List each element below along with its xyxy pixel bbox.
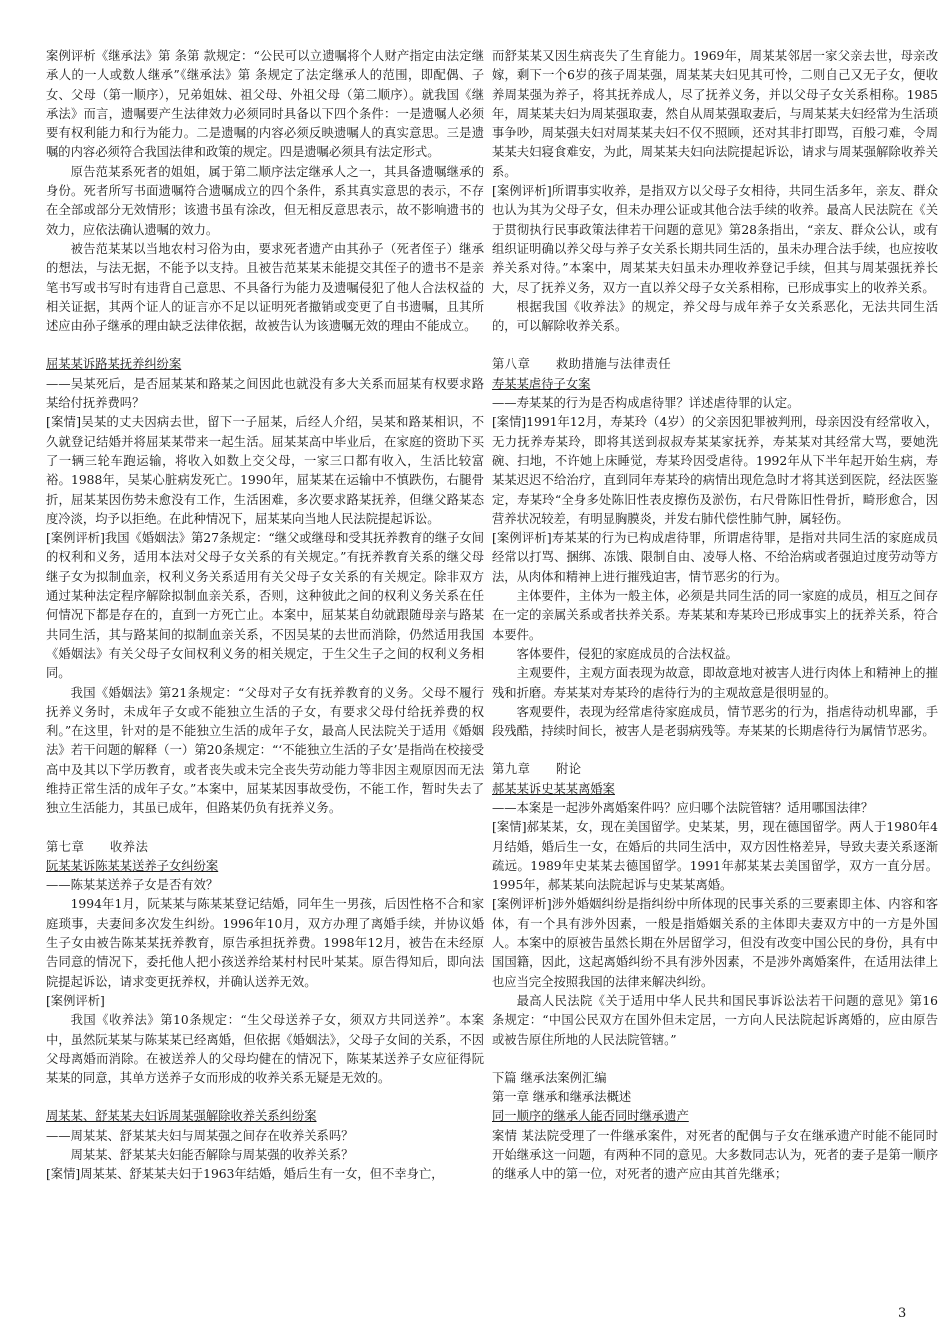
right-spacer [492,741,938,760]
paragraph: ——本案是一起涉外离婚案件吗？应归哪个法院管辖？适用哪国法律？ [492,800,874,815]
page-number: 3 [898,1306,907,1321]
chapter-title: 第九章 附论 [492,762,582,777]
paragraph: [案情]郝某某，女，现在美国留学。史某某，男，现在德国留学。两人于1980年4月结婚，婚后生一女，在婚后的共同生活中，双方因性格差异，导致夫妻关系逐渐疏远。1989年史某某去德国留学。1991年郝某某去美国留学，双方一直分居。1995年，郝某某向法院起诉与史某某离婚。 [492,820,938,893]
paragraph: 周某某、舒某某夫妇能否解除与周某强的收养关系？ [70,1148,354,1163]
case-heading: 同一顺序的继承人能否同时继承遗产 [492,1109,689,1124]
case-heading: 屈某某诉路某抚养纠纷案 [46,357,182,372]
right-spacer [492,1050,938,1069]
paragraph: 客体要件，侵犯的家庭成员的合法权益。 [516,646,738,661]
case-heading: 寿某某虐待子女案 [492,376,591,391]
paragraph: 原告范某系死者的姐姐，属于第二顺序法定继承人之一，其具备遗嘱继承的身份。死者所写书面遗嘱符合遗嘱成立的四个条件，系其真实意思的表示，不存在全部或部分无效情形；该遗书虽有涂改，但无相反意思表示，故不影响遗书的效力，应依法确认遗嘱的效力。 [46,164,484,237]
right-column [492,47,938,1185]
paragraph: [案情]周某某、舒某某夫妇于1963年结婚，婚后生有一女，但不幸身亡， [46,1167,444,1182]
paragraph: 主体要件，主体为一般主体，必须是共同生活的同一家庭的成员，相互之间存在一定的亲属关系或者扶养关系。寿某某和寿某玲已形成事实上的抚养关系，符合本要件。 [492,589,938,642]
paragraph: [案例评析]寿某某的行为已构成虐待罪，所谓虐待罪，是指对共同生活的家庭成员经常以打骂、捆绑、冻饿、限制自由、凌辱人格、不给治病或者强迫过度劳动等方法，从肉体和精神上进行摧残迫害，情节恶劣的行为。 [492,531,938,584]
paragraph: 被告范某某以当地农村习俗为由，要求死者遗产由其孙子（死者侄子）继承的想法，与法无据，不能予以支持。且被告范某某未能提交其侄子的遗书不是亲笔书写或书写时有违背自己意思、不具备行为能力及遗嘱侵犯了他人合法权益的相关证据，其两个证人的证言亦不足以证明死者撤销或变更了自书遗嘱，且其所述应由孙子继承的理由缺乏法律依据，故被告认为该遗嘱无效的理由不能成立。 [46,241,484,334]
right-spacer [492,336,938,355]
case-heading: 周某某、舒某某夫妇诉周某强解除收养关系纠纷案 [46,1109,317,1124]
case-heading: 郝某某诉史某某离婚案 [492,781,615,796]
paragraph: 1994年1月，阮某某与陈某某登记结婚，同年生一男孩，后因性格不合和家庭琐事，夫妻间多次发生纠纷。1996年10月，双方办理了离婚手续，并协议婚生子女由被告陈某某抚养教育，原告承担抚养费。1998年12月，被告在未经原告同意的情况下，委托他人把小孩送养给某村村民叶某某。原告得知后，即向法院提起诉讼，请求变更抚养权，并确认送养无效。 [46,897,484,989]
paragraph: 案情 某法院受理了一件继承案件，对死者的配偶与子女在继承遗产时能不能同时开始继承这一问题，有两种不同的意见。大多数同志认为，死者的妻子是第一顺序的继承人中的第一位，对死者的遗产应由其首先继承； [492,1128,938,1182]
paragraph: [案例评析]所谓事实收养，是指双方以父母子女相待，共同生活多年，亲友、群众也认为其为父母子女，但未办理公证或其他合法手续的收养。最高人民法院在《关于贯彻执行民事政策法律若干问题的意见》第28条指出，“亲友、群众公认，或有组织证明确以养父母与养子女关系长期共同生活的，虽未办理合法手续，也应按收养关系对待。”本案中，周某某夫妇虽未办理收养登记手续，但其与周某强抚养长大，尽了抚养义务，双方一直以养父母子女关系相称，已形成事实上的收养关系。 [492,184,938,295]
left-spacer [46,1088,484,1107]
paragraph: ——吴某死后，是否屈某某和路某之间因此也就没有多大关系而屈某有权要求路某给付抚养费吗？ [46,376,484,411]
paragraph: 根据我国《收养法》的规定，养父母与成年养子女关系恶化，无法共同生活的，可以解除收养关系。 [492,299,938,334]
paragraph: 而舒某某又因生病丧失了生育能力。1969年，周某某邻居一家父亲去世，母亲改嫁，剩下一个6岁的孩子周某强，周某某夫妇见其可怜，二则自己又无子女，便收养周某强为养子，将其抚养成人，尽了抚养义务，并以父母子女关系相称。1985年，周某某夫妇为周某强取妻，然自从周某强取妻后，与周某某夫妇经常为生活琐事争吵，周某强夫妇对周某某夫妇不仅不照顾，还对其非打即骂，百般刁难，令周某某夫妇寝食难安，为此，周某某夫妇向法院提起诉讼，请求与周某强解除收养关系。 [492,49,938,179]
paragraph: ——寿某某的行为是否构成虐待罪？详述虐待罪的认定。 [492,396,800,411]
paragraph: 我国《收养法》第10条规定：“生父母送养子女，须双方共同送养”。本案中，虽然阮某某与陈某某已经离婚，但依据《婚姻法》，父母子女间的关系，不因父母离婚而消除。在被送养人的父母均健在的情况下，陈某某送养子女应征得阮某某的同意，其单方送养子女而形成的收养关系无疑是无效的。 [46,1013,484,1086]
section-title: 第一章 继承和继承法概述 [492,1090,632,1105]
section-title: 下篇 继承法案例汇编 [492,1070,607,1085]
paragraph: 最高人民法院《关于适用中华人民共和国民事诉讼法若干问题的意见》第16条规定：“中国公民双方在国外但未定居，一方向人民法院起诉离婚的，应由原告或被告原住所地的人民法院管辖。” [492,993,938,1047]
left-column [46,47,484,1185]
paragraph: [案例评析]涉外婚姻纠纷是指纠纷中所体现的民事关系的三要素即主体、内容和客体，有一个具有涉外因素，一般是指婚姻关系的主体即夫妻双方中的一方是外国人。本案中的原被告虽然长期在外居留学习，但没有改变中国公民的身份，具有中国国籍，因此，这起离婚纠纷不具有涉外因素，不是涉外离婚案件，在适用法律上也应当完全按照我国的法律来解决纠纷。 [492,897,938,989]
paragraph: 我国《婚姻法》第21条规定：“父母对子女有抚养教育的义务。父母不履行抚养义务时，未成年子女或不能独立生活的子女，有要求父母付给抚养费的权利。”在这里，针对的是不能独立生活的成年子女，最高人民法院关于适用《婚姻法》若干问题的解释（一）第20条规定：“‘不能独立生活的子女’是指尚在校接受高中及其以下学历教育，或者丧失或未完全丧失劳动能力等非因主观原因而无法维持正常生活的成年子女。”本案中，屈某某因事故受伤，不能工作，暂时失去了独立生活能力，其虽已成年，但路某仍负有抚养义务。 [46,685,484,816]
paragraph: 客观要件，表现为经常虐待家庭成员，情节恶劣的行为，指虐待动机卑鄙，手段残酷，持续时间长，被害人是老弱病残等。寿某某的长期虐待行为属情节恶劣。 [492,704,938,739]
paragraph: 案例评析《继承法》第 条第 款规定：“公民可以立遗嘱将个人财产指定由法定继承人的一人或数人继承”《继承法》第 条规定了法定继承人的范围，即配偶、子女、父母（第一顺序），兄弟姐妹、祖父母、外祖父母（第二顺序）。就我国《继承法》而言，遗嘱要产生法律效力必须同时具备以下四个条件：一是遗嘱人必须要有权利能力和行为能力。二是遗嘱的内容必须反映遗嘱人的真实意思。三是遗嘱的内容必须符合我国法律和政策的规定。四是遗嘱必须具有法定形式。 [46,49,484,160]
left-spacer [46,819,484,838]
paragraph: ——周某某、舒某某夫妇与周某强之间存在收养关系吗？ [46,1128,354,1143]
paragraph: [案例评析] [46,993,105,1008]
paragraph: 主观要件，主观方面表现为故意，即故意地对被害人进行肉体上和精神上的摧残和折磨。寿某某对寿某玲的虐待行为的主观故意是很明显的。 [492,666,938,700]
left-spacer [46,336,484,355]
paragraph: [案情]吴某的丈夫因病去世，留下一子屈某，后经人介绍，吴某和路某相识，不久就登记结婚并将屈某某带来一起生活。屈某某高中毕业后，在家庭的资助下买了一辆三轮车跑运输，将收入如数上交父母，一家三口都有收入，生活比较富裕。1988年，吴某心脏病发死亡。1990年，屈某某在运输中不慎跌伤，右腿骨折，屈某某因伤势未愈没有工作，生活困难，多次要求路某抚养，但继父路某态度冷淡，均予以拒绝。在此种情况下，屈某某向当地人民法院提起诉讼。 [46,415,484,526]
chapter-title: 第七章 收养法 [46,839,149,854]
chapter-title: 第八章 救助措施与法律责任 [492,357,672,372]
paragraph: ——陈某某送养子女是否有效？ [46,878,219,893]
paragraph: [案例评析]我国《婚姻法》第27条规定：“继父或继母和受其抚养教育的继子女间的权利和义务，适用本法对父母子女关系的有关规定。”有抚养教育关系的继父母继子女为拟制血亲，权利义务关系适用有关父母子女关系的有关规定。除非双方通过某种法定程序解除拟制血亲关系，否则，这种彼此之间的权利义务关系在任何情况下都是存在的，直到一方死亡止。本案中，屈某某自幼就跟随母亲与路某共同生活，其与路某间的拟制血亲关系，不因吴某的去世而消除，仍然适用我国《婚姻法》有关父母子女间权利义务的相关规定，于生父生子之间的权利义务相同。 [46,531,484,681]
paragraph: [案情]1991年12月，寿某玲（4岁）的父亲因犯罪被判刑，母亲因没有经常收入，无力抚养寿某玲，即将其送到叔叔寿某某家抚养，寿某某对其经常大骂，要她洗碗、扫地，不许她上床睡觉，寿某玲因受虐待。1992年从下半年起开始生病，寿某某迟迟不给治疗，直到同年寿某玲的病情出现危急时才将其送到医院，经法医鉴定，寿某玲“全身多处陈旧性表皮擦伤及淤伤，右尺骨陈旧性骨折，畸形愈合，因营养状况较差，有明显胸膜炎，并发右肺代偿性肺气肿，属轻伤。 [492,415,938,526]
case-heading: 阮某某诉陈某某送养子女纠纷案 [46,858,219,873]
